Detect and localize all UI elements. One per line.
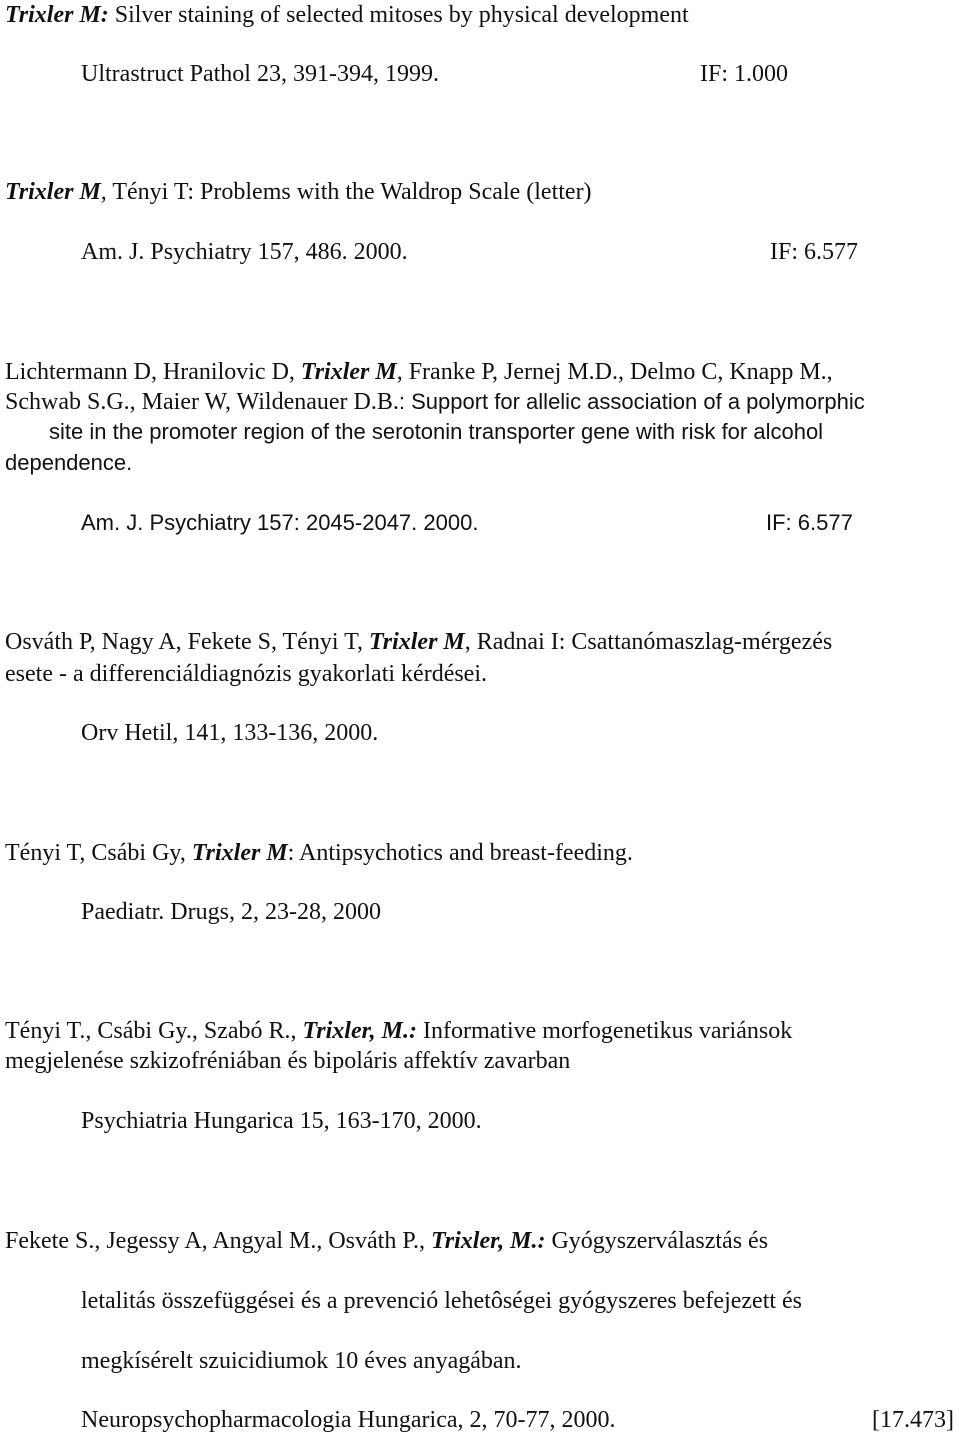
authors-text: Lichtermann D, Hranilovic D, — [5, 359, 301, 385]
entry-7-title-line-3: megkísérelt szuicidiumok 10 éves anyagában. — [81, 1348, 522, 1374]
entry-7-title-line-2: letalitás összefüggései és a prevenció lehetôségei gyógyszeres befejezett és — [81, 1288, 803, 1314]
highlighted-author: Trixler M — [368, 629, 465, 655]
highlighted-author: Trixler M — [191, 840, 288, 866]
authors-text: Tényi T, Csábi Gy, — [5, 840, 192, 866]
entry-6-title-line-2: megjelenése szkizofréniában és bipoláris affektív zavarban — [5, 1048, 571, 1074]
highlighted-author: Trixler M — [5, 179, 101, 205]
title-text: : Antipsychotics and breast-feeding. — [287, 840, 633, 866]
authors-text: Tényi T., Csábi Gy., Szabó R., — [5, 1018, 303, 1044]
authors-text: , Franke P, Jernej M.D., Delmo C, Knapp M., — [396, 359, 833, 385]
entry-2-journal: Am. J. Psychiatry 157, 486. 2000. — [81, 239, 408, 265]
highlighted-author: Trixler, M.: — [431, 1228, 546, 1254]
entry-6-journal: Psychiatria Hungarica 15, 163-170, 2000. — [81, 1108, 482, 1134]
title-text: Informative morfogenetikus variánsok — [416, 1018, 793, 1044]
entry-7-journal: Neuropsychopharmacologia Hungarica, 2, 70-77, 2000. — [81, 1407, 616, 1433]
entry-3-journal: Am. J. Psychiatry 157: 2045-2047. 2000. — [81, 510, 479, 535]
entry-2-impact-factor: IF: 6.577 — [770, 239, 859, 265]
title-text: Silver staining of selected mitoses by physical development — [108, 2, 689, 28]
entry-1-journal: Ultrastruct Pathol 23, 391-394, 1999. — [81, 61, 439, 87]
entry-3-title-line-end: dependence. — [5, 450, 133, 475]
entry-7-title-line — [5, 1229, 768, 1253]
entry-1-title-line — [5, 3, 689, 27]
highlighted-author: Trixler, M.: — [302, 1018, 417, 1044]
entry-4-authors-line — [5, 630, 832, 654]
title-text: , Tényi T: Problems with the Waldrop Scale (letter) — [100, 179, 592, 205]
entry-7-impact-factor: [17.473] — [872, 1407, 954, 1433]
highlighted-author: Trixler M — [300, 359, 397, 385]
entry-5-journal: Paediatr. Drugs, 2, 23-28, 2000 — [81, 899, 381, 925]
entry-2-title-line — [5, 180, 592, 204]
authors-text: Osváth P, Nagy A, Fekete S, Tényi T, — [5, 629, 369, 655]
highlighted-author: Trixler M: — [5, 2, 109, 28]
title-text: , Radnai I: Csattanómaszlag-mérgezés — [464, 629, 833, 655]
entry-3-authors-line — [5, 360, 833, 384]
entry-4-journal: Orv Hetil, 141, 133-136, 2000. — [81, 720, 379, 746]
title-text: Gyógyszerválasztás és — [545, 1228, 769, 1254]
authors-text: Schwab S.G., Maier W, Wildenauer D.B. — [5, 389, 399, 415]
entry-3-authors-title-line — [5, 390, 865, 414]
entry-4-title-line: esete - a differenciáldiagnózis gyakorlati kérdései. — [5, 661, 488, 687]
title-text: : Support for allelic association of a polymorphic — [398, 389, 865, 414]
entry-1-impact-factor: IF: 1.000 — [700, 61, 789, 87]
entry-3-impact-factor: IF: 6.577 — [766, 510, 853, 535]
entry-3-title-line: site in the promoter region of the serotonin transporter gene with risk for alcohol — [49, 419, 824, 444]
entry-6-title-line — [5, 1019, 792, 1043]
authors-text: Fekete S., Jegessy A, Angyal M., Osváth P., — [5, 1228, 431, 1254]
entry-5-title-line — [5, 841, 633, 865]
